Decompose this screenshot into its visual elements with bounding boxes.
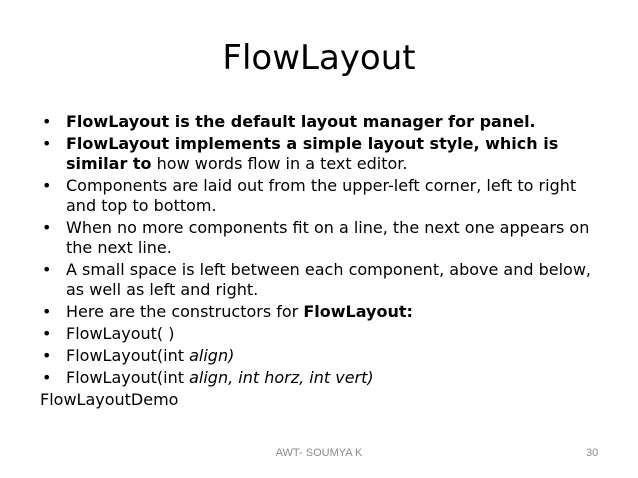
- bullet-text: When no more components fit on a line, the next one appears on the next line.: [66, 218, 590, 257]
- bullet-icon: •: [42, 346, 52, 365]
- bullet-text: how words flow in a text editor.: [151, 154, 408, 173]
- bullet-text: Components are laid out from the upper-left corner, left to right and top to bottom.: [66, 176, 577, 215]
- bullet-text-italic: align, int horz, int vert): [189, 368, 374, 387]
- bullet-item-upper-left: [40, 176, 610, 216]
- page-number: 30: [586, 447, 599, 459]
- bullet-item-small-space: [40, 260, 610, 300]
- bullet-item-constructors: [40, 302, 610, 322]
- bullet-text: FlowLayout is the default layout manager for panel.: [66, 112, 536, 131]
- bullet-text: Here are the constructors for: [66, 302, 304, 321]
- slide-footer: AWT- SOUMYA K: [275, 447, 363, 459]
- bullet-item-ctor-empty: [40, 324, 610, 344]
- slide-title: FlowLayout: [222, 38, 416, 78]
- bullet-icon: •: [42, 368, 52, 387]
- bullet-list: [40, 112, 610, 388]
- bullet-text: A small space is left between each component, above and below, as well as left and right.: [66, 260, 591, 299]
- bullet-item-ctor-align-gaps: [40, 368, 610, 388]
- bullet-icon: •: [42, 324, 52, 343]
- bullet-icon: •: [42, 112, 52, 131]
- bullet-item-next-line: [40, 218, 610, 258]
- bullet-item-simple-style: [40, 134, 610, 174]
- bullet-text: FlowLayout( ): [66, 324, 175, 343]
- bullet-icon: •: [42, 260, 52, 279]
- slide-body: [40, 112, 610, 410]
- bullet-text-bold: FlowLayout implements a simple layout style, which is similar to: [66, 134, 559, 173]
- bullet-item-default-manager: [40, 112, 610, 132]
- bullet-item-ctor-align: [40, 346, 610, 366]
- bullet-text-bold: FlowLayout:: [303, 302, 413, 321]
- bullet-text-italic: align): [189, 346, 235, 365]
- bullet-text: FlowLayout(int: [66, 346, 190, 365]
- bullet-icon: •: [42, 176, 52, 195]
- bullet-icon: •: [42, 302, 52, 321]
- bullet-text: FlowLayout(int: [66, 368, 190, 387]
- demo-label: FlowLayoutDemo: [40, 390, 179, 409]
- bullet-icon: •: [42, 218, 52, 237]
- bullet-icon: •: [42, 134, 52, 153]
